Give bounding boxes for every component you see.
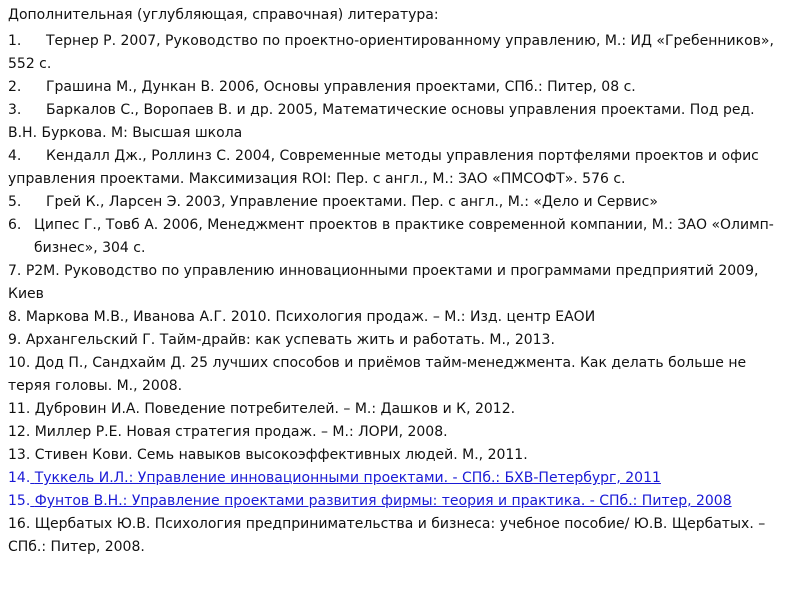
reference-number: 11.: [8, 401, 31, 417]
reference-item-2: [8, 76, 788, 99]
reference-item-6: [8, 214, 788, 260]
reference-text: Баркалов С., Воропаев В. и др. 2005, Математические основы управления проектами. Под ред. В.Н. Буркова. М: Высшая школа: [8, 102, 755, 141]
reference-text: Ципес Г., Товб А. 2006, Менеджмент проектов в практике современной компании, М.: ЗАО «Олимп-бизнес», 304 с.: [34, 217, 774, 256]
reference-text[interactable]: Туккель И.Л.: Управление инновационными проектами. - СПб.: БХВ-Петербург, 2011: [34, 470, 661, 486]
reference-text: Дод П., Сандхайм Д. 25 лучших способов и приёмов тайм-менеджмента. Как делать больше не теряя головы. М., 2008.: [8, 355, 747, 394]
reference-number: 7.: [8, 263, 22, 279]
reference-item-1: [8, 30, 788, 76]
reference-number: 5.: [8, 194, 22, 210]
reference-item-7: [8, 260, 788, 306]
reference-text: Миллер Р.Е. Новая стратегия продаж. – М.: ЛОРИ, 2008.: [34, 424, 448, 440]
reference-number: 2.: [8, 79, 22, 95]
reference-text: Кендалл Дж., Роллинз С. 2004, Современные методы управления портфелями проектов и офис управления проектами. Максимизация ROI: Пер. с англ., М.: ЗАО «ПМСОФТ». 576 с.: [8, 148, 759, 187]
reference-text: Маркова М.В., Иванова А.Г. 2010. Психология продаж. – М.: Изд. центр ЕАОИ: [25, 309, 596, 325]
reference-item-14[interactable]: [8, 467, 788, 490]
reference-text: Грей К., Ларсен Э. 2003, Управление проектами. Пер. с англ., М.: «Дело и Сервис»: [46, 194, 658, 210]
reference-number: 4.: [8, 148, 22, 164]
reference-number[interactable]: 15.: [8, 493, 31, 509]
reference-item-4: [8, 145, 788, 191]
reference-item-10: [8, 352, 788, 398]
reference-item-3: [8, 99, 788, 145]
reference-link-14[interactable]: [8, 470, 661, 486]
reference-number: 6.: [8, 217, 22, 233]
reference-link-15[interactable]: [8, 493, 732, 509]
reference-number[interactable]: 14.: [8, 470, 31, 486]
reference-list: [8, 30, 788, 559]
reference-number: 8.: [8, 309, 22, 325]
reference-text: P2M. Руководство по управлению инновационными проектами и программами предприятий 2009, Киев: [8, 263, 759, 302]
reference-text: Дубровин И.А. Поведение потребителей. – М.: Дашков и К, 2012.: [34, 401, 516, 417]
reference-number: 13.: [8, 447, 31, 463]
reference-text[interactable]: Фунтов В.Н.: Управление проектами развития фирмы: теория и практика. - СПб.: Питер, 2008: [34, 493, 732, 509]
reference-item-12: [8, 421, 788, 444]
reference-number: 12.: [8, 424, 31, 440]
reference-text: Грашина М., Дункан В. 2006, Основы управления проектами, СПб.: Питер, 08 с.: [46, 79, 636, 95]
reference-number: 3.: [8, 102, 22, 118]
reference-text: Архангельский Г. Тайм-драйв: как успевать жить и работать. М., 2013.: [25, 332, 555, 348]
reference-text: Тернер Р. 2007, Руководство по проектно-ориентированному управлению, М.: ИД «Гребенников», 552 с.: [8, 33, 774, 72]
reference-item-15[interactable]: [8, 490, 788, 513]
reference-item-5: [8, 191, 788, 214]
reference-number: 10.: [8, 355, 31, 371]
reference-number: 9.: [8, 332, 22, 348]
reference-item-13: [8, 444, 788, 467]
reference-number: 16.: [8, 516, 31, 532]
reference-text: Щербатых Ю.В. Психология предпринимательства и бизнеса: учебное пособие/ Ю.В. Щербатых. – СПб.: Питер, 2008.: [8, 516, 766, 555]
reference-item-9: [8, 329, 788, 352]
reference-number: 1.: [8, 33, 22, 49]
page-heading: Дополнительная (углубляющая, справочная) литература:: [8, 7, 439, 23]
reference-text: Стивен Кови. Семь навыков высокоэффективных людей. М., 2011.: [34, 447, 528, 463]
reference-item-11: [8, 398, 788, 421]
reference-item-16: [8, 513, 788, 559]
reference-item-8: [8, 306, 788, 329]
